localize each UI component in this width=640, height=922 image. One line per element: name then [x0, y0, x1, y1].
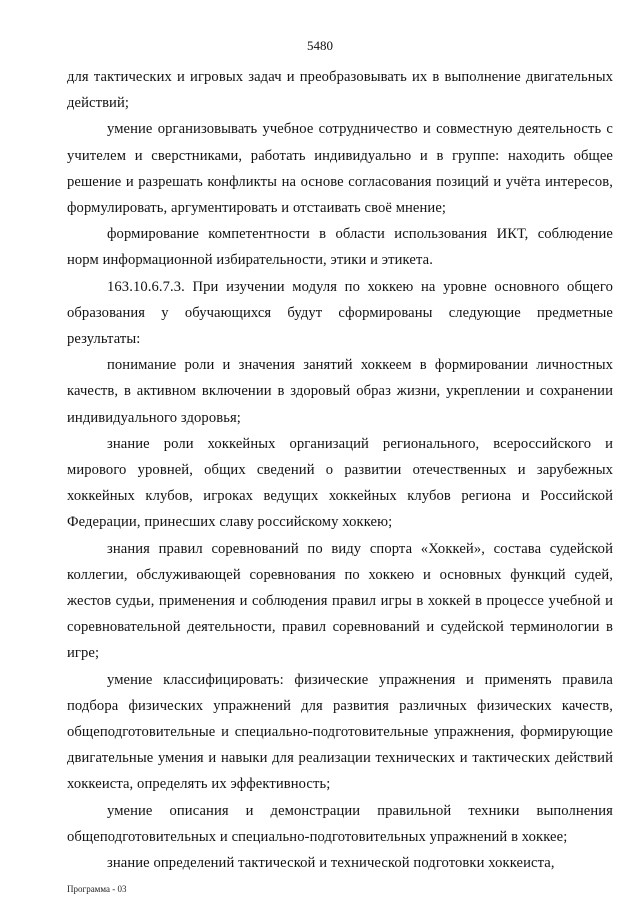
paragraph-classify-exercises: умение классифицировать: физические упражнения и применять правила подбора физических упражнений для развития различных физических качеств, общеподготовительные и специально-подготовительные упражнения, формирующие двигательные умения и навыки для реализации технических и тактических действий хоккеиста, определять их эффективность;	[67, 671, 613, 793]
page-number: 5480	[307, 38, 333, 53]
paragraph-section-163-10-6-7-3: 163.10.6.7.3. При изучении модуля по хоккею на уровне основного общего образования у обучающихся будут сформированы следующие предметные результаты:	[67, 278, 613, 348]
paragraph-tactical-definitions: знание определений тактической и технической подготовки хоккеиста,	[107, 855, 555, 872]
paragraph-cooperation: умение организовывать учебное сотрудничество и совместную деятельность с учителем и сверстниками, работать индивидуально и в группе: находить общее решение и разрешать конфликты на основе согласования позиций и учёта интересов, формулировать, аргументировать и отстаивать своё мнение;	[67, 121, 613, 217]
paragraph-technique-demo: умение описания и демонстрации правильной техники выполнения общеподготовительных и специально-подготовительных упражнений в хоккее;	[67, 802, 613, 845]
paragraph-ict: формирование компетентности в области использования ИКТ, соблюдение норм информационной избирательности, этики и этикета.	[67, 226, 613, 269]
paragraph-hockey-organizations: знание роли хоккейных организаций регионального, всероссийского и мирового уровней, общих сведений о развитии отечественных и зарубежных хоккейных клубов, игроках ведущих хоккейных клубов региона и Российской Федерации, принесших славу российскому хоккею;	[67, 435, 613, 531]
paragraph-competition-rules: знания правил соревнований по виду спорта «Хоккей», состава судейской коллегии, обслуживающей соревнования по хоккею и основных функций судей, жестов судьи, применения и соблюдения правил игры в хоккей в процессе учебной и соревновательной деятельности, правил соревнований и судейской терминологии в игре;	[67, 540, 613, 662]
paragraph-understanding-role: понимание роли и значения занятий хоккеем в формировании личностных качеств, в активном включении в здоровый образ жизни, укреплении и сохранении индивидуального здоровья;	[67, 357, 613, 426]
paragraph-continuation: для тактических и игровых задач и преобразовывать их в выполнение двигательных действий;	[67, 69, 613, 112]
document-body	[67, 64, 613, 876]
footer-label: Программа - 03	[67, 884, 127, 894]
